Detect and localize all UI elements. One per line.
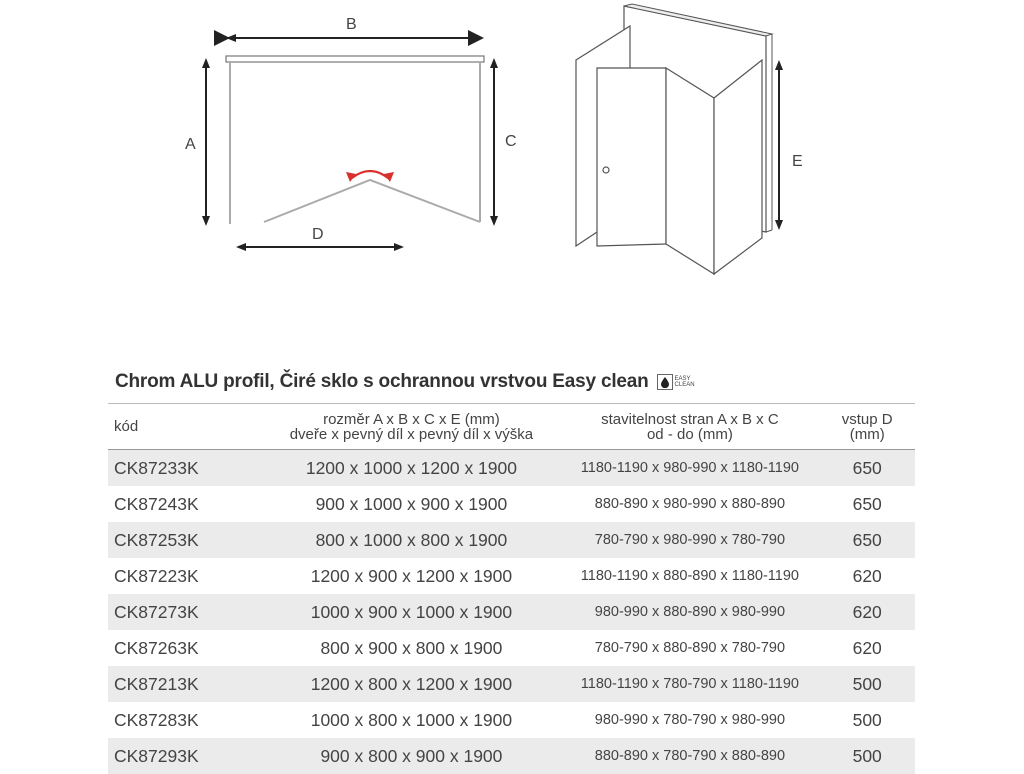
table-row [108, 702, 915, 738]
door-handle-icon [603, 167, 609, 173]
easy-clean-badge [657, 374, 699, 390]
header-adjustability: stavitelnost stran A x B x C od - do (mm) [560, 404, 819, 450]
easy-clean-text: EASY CLEAN [674, 376, 695, 388]
cell-entry: 500 [819, 666, 915, 702]
cell-code: CK87243K [114, 493, 199, 514]
cell-entry: 650 [819, 450, 915, 487]
cell-size: 1200 x 900 x 1200 x 1900 [310, 565, 513, 586]
cell-size: 800 x 900 x 800 x 1900 [320, 637, 503, 658]
table-row [108, 558, 915, 594]
table-row [108, 630, 915, 666]
cell-size: 1000 x 800 x 1000 x 1900 [310, 709, 513, 730]
product-table [108, 403, 915, 774]
water-drop-icon [657, 374, 673, 390]
cell-size: 900 x 800 x 900 x 1900 [262, 738, 560, 774]
section-title: Chrom ALU profil, Čiré sklo s ochrannou vrstvou Easy clean [115, 371, 649, 392]
door-panel [597, 68, 666, 246]
table-row [108, 666, 915, 702]
cell-code: CK87253K [108, 522, 262, 558]
header-entry: vstup D (mm) [819, 404, 915, 450]
cell-code: CK87273K [108, 594, 262, 630]
label-c: C [505, 133, 517, 150]
cell-code: CK87233K [108, 450, 262, 487]
cell-entry: 620 [852, 637, 882, 658]
label-b: B [346, 16, 357, 33]
cell-entry: 500 [852, 709, 882, 730]
cell-size: 1000 x 900 x 1000 x 1900 [262, 594, 560, 630]
cell-adjustability: 1180-1190 x 880-890 x 1180-1190 [580, 568, 799, 584]
table-row [108, 594, 915, 630]
cell-adjustability: 880-890 x 780-790 x 880-890 [560, 738, 819, 774]
table-header-row [108, 404, 915, 450]
cell-entry: 650 [819, 522, 915, 558]
cell-entry: 620 [819, 594, 915, 630]
isometric-diagram [0, 0, 1024, 300]
table-row [108, 486, 915, 522]
section-title-row [115, 369, 699, 395]
cell-adjustability: 780-790 x 880-890 x 780-790 [594, 640, 786, 656]
cell-adjustability: 780-790 x 980-990 x 780-790 [560, 522, 819, 558]
cell-code: CK87223K [114, 565, 199, 586]
cell-code: CK87263K [114, 637, 199, 658]
cell-size: 1200 x 800 x 1200 x 1900 [262, 666, 560, 702]
label-e: E [792, 153, 803, 170]
cell-code: CK87213K [108, 666, 262, 702]
cell-code: CK87283K [114, 709, 199, 730]
cell-entry: 500 [819, 738, 915, 774]
fold-panel-1 [666, 68, 714, 274]
label-a: A [185, 136, 196, 153]
cell-adjustability: 1180-1190 x 780-790 x 1180-1190 [560, 666, 819, 702]
cell-adjustability: 880-890 x 980-990 x 880-890 [594, 496, 786, 512]
fold-panel-2 [714, 60, 762, 274]
cell-size: 800 x 1000 x 800 x 1900 [262, 522, 560, 558]
header-size: rozměr A x B x C x E (mm) dveře x pevný díl x pevný díl x výška [262, 404, 560, 450]
cell-entry: 650 [852, 493, 882, 514]
cell-entry: 620 [852, 565, 882, 586]
cell-code: CK87293K [108, 738, 262, 774]
cell-adjustability: 980-990 x 780-790 x 980-990 [594, 712, 786, 728]
dimension-e [775, 60, 803, 230]
cell-size: 1200 x 1000 x 1200 x 1900 [262, 450, 560, 487]
label-d: D [312, 226, 324, 243]
table-row [108, 450, 915, 487]
table-row [108, 738, 915, 774]
cell-size: 900 x 1000 x 900 x 1900 [315, 493, 508, 514]
table-row [108, 522, 915, 558]
header-code: kód [108, 404, 262, 450]
cell-adjustability: 980-990 x 880-890 x 980-990 [560, 594, 819, 630]
cell-adjustability: 1180-1190 x 980-990 x 1180-1190 [560, 450, 819, 487]
